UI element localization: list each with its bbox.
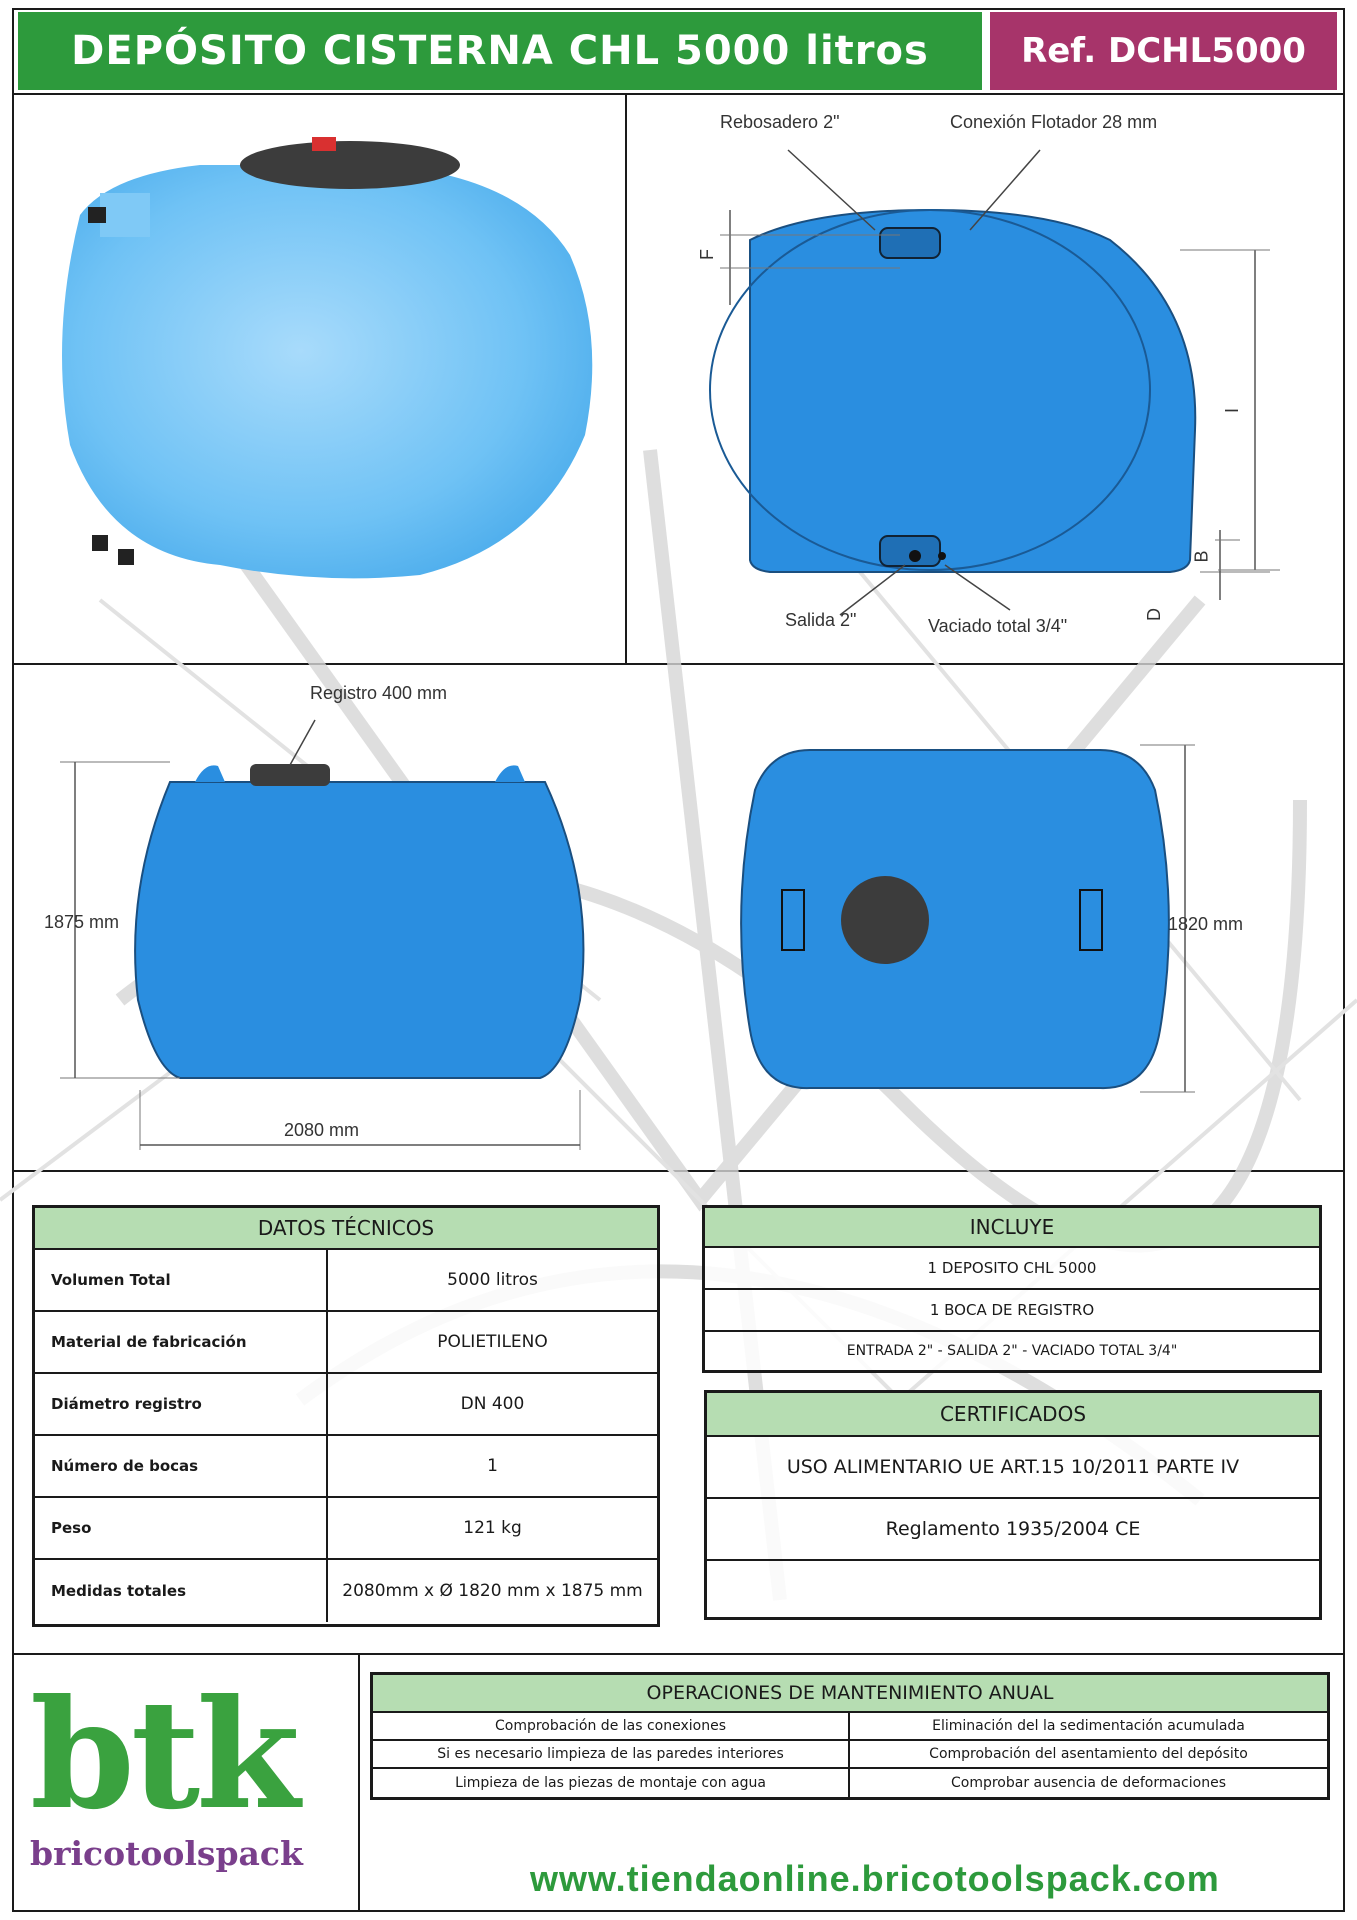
- mantenimiento-cell: Comprobación del asentamiento del depósito: [929, 1746, 1248, 1762]
- certificado-item: [707, 1561, 1319, 1615]
- label-dim-d: D: [1144, 608, 1164, 621]
- label-conexion-flotador: Conexión Flotador 28 mm: [950, 112, 1158, 132]
- datos-label: Diámetro registro: [35, 1374, 328, 1434]
- label-vaciado: Vaciado total 3/4": [928, 616, 1068, 636]
- datos-tecnicos-table: [32, 1205, 660, 1627]
- label-diameter: 1820 mm: [1168, 914, 1244, 934]
- incluye-item: ENTRADA 2" - SALIDA 2" - VACIADO TOTAL 3/4": [846, 1343, 1178, 1359]
- brand-logo: [30, 1667, 350, 1900]
- tank-3d-image: [40, 135, 600, 595]
- datos-value: 1: [487, 1456, 498, 1476]
- label-registro: Registro 400 mm: [310, 683, 448, 703]
- label-rebosadero: Rebosadero 2": [720, 112, 840, 132]
- datos-tecnicos-header: DATOS TÉCNICOS: [35, 1208, 657, 1250]
- datos-value: 5000 litros: [447, 1270, 538, 1290]
- datos-value: DN 400: [460, 1394, 525, 1414]
- logo-btk: btk: [30, 1667, 297, 1843]
- incluye-item: 1 BOCA DE REGISTRO: [929, 1301, 1095, 1319]
- mantenimiento-row: [373, 1713, 1327, 1741]
- datos-value: 2080mm x Ø 1820 mm x 1875 mm: [342, 1581, 643, 1601]
- datos-row: [35, 1312, 657, 1374]
- certificados-header: CERTIFICADOS: [707, 1393, 1319, 1437]
- certificado-item: Reglamento 1935/2004 CE: [885, 1518, 1141, 1540]
- datos-label: Material de fabricación: [35, 1312, 328, 1372]
- label-dim-b: B: [1191, 550, 1212, 563]
- tank-front-diagram: [640, 110, 1340, 660]
- tank-top-diagram: [740, 730, 1210, 1100]
- datos-value: POLIETILENO: [437, 1332, 548, 1352]
- certificado-item: USO ALIMENTARIO UE ART.15 10/2011 PARTE IV: [786, 1456, 1240, 1478]
- mantenimiento-cell: Si es necesario limpieza de las paredes interiores: [373, 1741, 850, 1767]
- logo-brand: bricotoolspack: [30, 1834, 303, 1873]
- datos-row: [35, 1498, 657, 1560]
- label-height: 1875 mm: [44, 912, 120, 932]
- certificados-table: [704, 1390, 1322, 1620]
- divider-top: [12, 93, 1345, 95]
- mantenimiento-header: OPERACIONES DE MANTENIMIENTO ANUAL: [373, 1675, 1327, 1713]
- datos-row: [35, 1560, 657, 1622]
- mantenimiento-cell: Comprobación de las conexiones: [373, 1713, 850, 1739]
- incluye-item: 1 DEPOSITO CHL 5000: [927, 1259, 1097, 1277]
- label-salida: Salida 2": [785, 610, 857, 630]
- datos-row: [35, 1436, 657, 1498]
- label-dim-f: F: [697, 249, 717, 260]
- datos-row: [35, 1250, 657, 1312]
- mantenimiento-cell: Comprobar ausencia de deformaciones: [950, 1775, 1226, 1791]
- mantenimiento-cell: Eliminación del la sedimentación acumulada: [932, 1718, 1245, 1734]
- mantenimiento-row: [373, 1769, 1327, 1797]
- label-width: 2080 mm: [284, 1120, 360, 1140]
- mantenimiento-cell: Limpieza de las piezas de montaje con agua: [373, 1769, 850, 1797]
- tank-side-diagram: [40, 690, 600, 1170]
- incluye-header: INCLUYE: [705, 1208, 1319, 1248]
- page-title: DEPÓSITO CISTERNA CHL 5000 litros: [18, 12, 982, 90]
- datos-label: Medidas totales: [35, 1560, 328, 1622]
- reference-badge: Ref. DCHL5000: [990, 12, 1337, 90]
- datos-label: Peso: [35, 1498, 328, 1558]
- datos-label: Número de bocas: [35, 1436, 328, 1496]
- mantenimiento-row: [373, 1741, 1327, 1769]
- website-link[interactable]: www.tiendaonline.bricotoolspack.com: [530, 1858, 1220, 1899]
- label-dim-i: I: [1222, 407, 1243, 414]
- datos-value: 121 kg: [463, 1518, 522, 1538]
- mantenimiento-table: [370, 1672, 1330, 1800]
- incluye-table: [702, 1205, 1322, 1373]
- datos-row: [35, 1374, 657, 1436]
- datos-label: Volumen Total: [35, 1250, 328, 1310]
